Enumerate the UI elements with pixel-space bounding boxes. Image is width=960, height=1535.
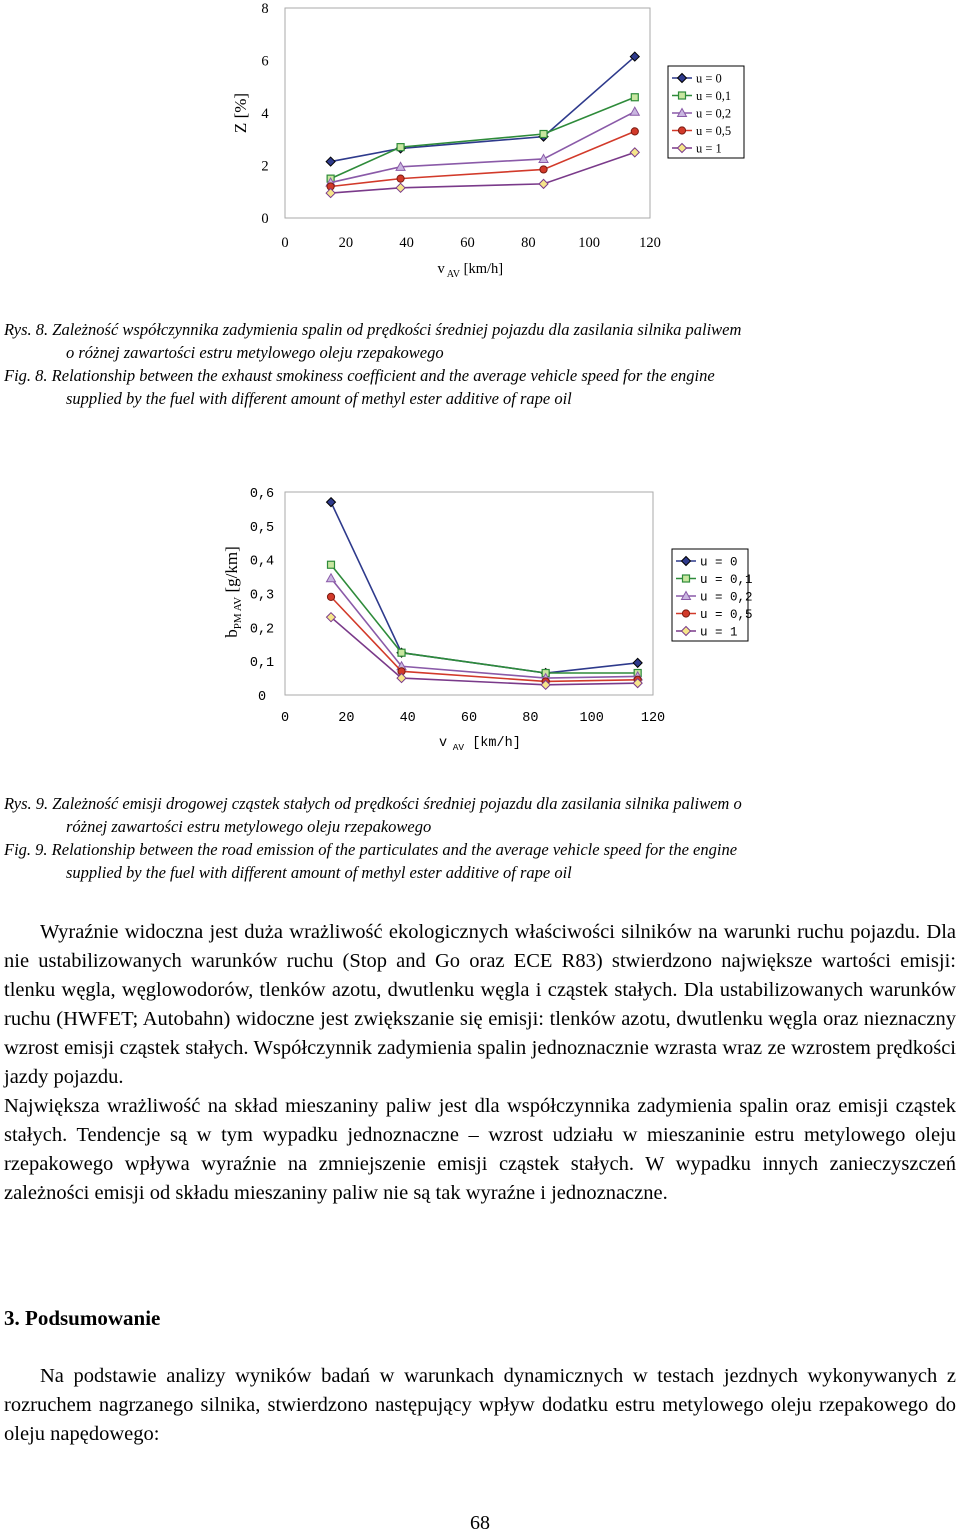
y-tick-label: 0 [261,211,269,227]
x-tick-label: 120 [639,235,661,251]
x-tick-label: 100 [579,711,604,726]
legend-label: u = 1 [700,625,738,640]
legend-marker [679,92,686,99]
data-point [539,179,548,188]
y-tick-label: 8 [261,1,269,17]
y-axis-label: $b_{PM AV}$ [g/km] [222,546,244,638]
data-point [631,94,638,101]
x-tick-label: 20 [338,711,355,726]
legend-label: u = 0,5 [700,608,753,622]
data-point [397,144,404,151]
x-tick-label: 80 [521,235,536,251]
legend-marker [682,610,689,617]
caption-en-line1: Fig. 8. Relationship between the exhaust smokiness coefficient and the average vehicle speed for the engine [4,366,715,385]
caption-en-line2: supplied by the fuel with different amount of methyl ester additive of rape oil [66,863,572,882]
x-tick-label: 120 [640,711,666,726]
legend-label: u = 0,2 [700,590,753,605]
data-point [396,183,405,192]
legend-label: u = 0,1 [700,573,753,587]
series-line [331,617,638,685]
y-tick-label: 4 [261,106,269,122]
series-line [331,502,638,673]
data-point [326,189,335,198]
y-tick-label: 0,5 [249,520,275,536]
x-tick-label: 80 [522,711,539,726]
legend-label: u = 0,1 [696,89,732,103]
figure-8-caption [4,318,956,410]
chart-smokiness [0,0,960,290]
caption-pl-line2: o różnej zawartości estru metylowego oleju rzepakowego [66,343,444,362]
legend-label: u = 0 [696,71,722,86]
data-point [398,649,405,656]
legend-marker [678,127,685,134]
y-tick-label: 2 [261,158,269,175]
x-tick-label: 0 [280,711,290,726]
legend-label: u = 0 [700,555,738,570]
x-tick-label: 20 [338,235,354,251]
data-point [630,107,639,115]
data-point [326,157,335,166]
y-tick-label: 0,3 [249,588,275,604]
x-tick-label: 40 [399,235,414,251]
series-line [331,112,635,183]
series-line [331,597,638,682]
x-tick-label: 0 [281,235,289,251]
series-line [331,57,635,162]
series-line [331,578,638,678]
y-tick-label: 6 [261,53,269,70]
x-axis-label: v $_{AV}$ [km/h] [439,736,521,753]
chart-particulates [0,470,960,770]
y-tick-label: 0,1 [249,656,275,672]
legend-label: u = 0,5 [696,124,732,138]
x-tick-label: 40 [399,711,416,726]
data-point [327,498,336,507]
caption-en-line2: supplied by the fuel with different amount of methyl ester additive of rape oil [66,389,572,408]
legend-label: u = 1 [696,141,722,156]
paragraph-1: Wyraźnie widoczna jest duża wrażliwość ekologicznych właściwości silników na warunki ruchu pojazdu. Dla nie ustabilizowanych warunków ruchu (Stop and Go oraz ECE R83) stwierdzono największe wartości emisji: tlenku węgla, węglowodorów, tlenków azotu, dwutlenku węgla i cząstek stałych. Dla ustabilizowanych warunków ruchu (HWFET; Autobahn) widoczne jest zwiększanie się emisji: tlenków azotu, dwutlenku węgla oraz nieznaczny wzrost emisji cząstek stałych. Współczynnik zadymienia spalin jednoznacznie wzrasta wraz ze wzrostem prędkości jazdy pojazdu. [4,921,956,1088]
caption-pl-line1: Rys. 9. Zależność emisji drogowej cząstek stałych od prędkości średniej pojazdu dla zasilania silnika paliwem o [4,794,742,813]
page-number: 68 [470,1512,490,1534]
section-heading: 3. Podsumowanie [4,1306,161,1330]
data-point [328,561,335,568]
data-point [631,128,638,135]
caption-pl-line1: Rys. 8. Zależność współczynnika zadymienia spalin od prędkości średniej pojazdu dla zasilania silnika paliwem [4,320,742,339]
y-tick-label: 0,4 [249,554,275,570]
data-point [540,166,547,173]
legend-marker [683,575,690,582]
series-line [331,97,635,178]
data-point [630,148,639,157]
x-tick-label: 100 [578,235,601,251]
data-point [633,658,642,667]
data-point [327,574,336,582]
caption-pl-line2: różnej zawartości estru metylowego oleju rzepakowego [66,817,432,836]
y-tick-label: 0,2 [249,622,275,638]
y-axis-label: Z [%] [231,92,250,134]
figure-9-caption [4,792,956,884]
paragraph-3: Na podstawie analizy wyników badań w warunkach dynamicznych w testach jezdnych wykonywanych z rozruchem nagrzanego silnika, stwierdzono następujący wpływ dodatku estru metylowego oleju rzepakowego do oleju napędowego: [4,1365,956,1445]
data-point [540,131,547,138]
y-tick-label: 0,6 [249,487,275,502]
data-point [397,175,404,182]
x-tick-label: 60 [460,711,478,726]
legend-label: u = 0,2 [696,106,732,121]
x-axis-label: v $_{AV}$ [km/h] [437,261,504,280]
y-tick-label: 0 [257,690,267,705]
summary-text [4,1362,956,1449]
data-point [327,593,334,600]
body-text [4,918,956,1208]
caption-en-line1: Fig. 9. Relationship between the road emission of the particulates and the average vehicle speed for the engine [4,840,738,859]
paragraph-2: Największa wrażliwość na skład mieszaniny paliw jest dla współczynnika zadymienia spalin oraz emisji cząstek stałych. Tendencje są w tym wypadku jednoznaczne – wzrost udziału w mieszaninie estru metylowego oleju rzepakowego wpływa wyraźnie na zmniejszenie emisji cząstek stałych. W wypadku innych zanieczyszczeń zależności emisji od składu mieszaniny paliw nie są tak wyraźne i jednoznaczne. [4,1095,956,1204]
x-tick-label: 60 [460,235,475,251]
